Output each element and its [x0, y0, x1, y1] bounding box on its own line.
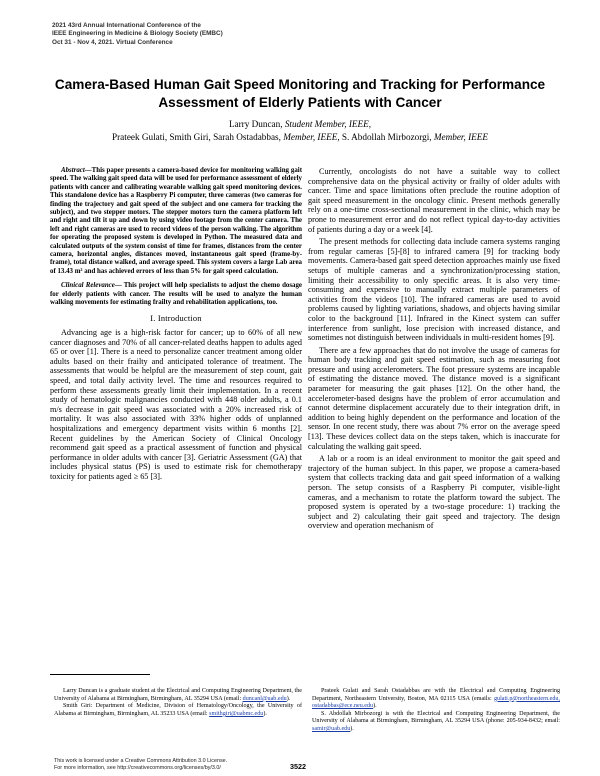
- conference-header: [52, 22, 223, 47]
- conference-line: Oct 31 - Nov 4, 2021. Virtual Conference: [52, 38, 173, 46]
- conference-line: 2021 43rd Annual International Conference of the: [52, 22, 201, 29]
- abstract-text: —This paper presents a camera-based device for monitoring walking gait speed. The walking gait speed data will be used for performance assessment of elderly patients with cancer and calibrating wearable walking gait speed monitoring devices. This standalone device has a Raspberry Pi computer, three cameras (two cameras for finding the trajectory and gait speed of the subject and one camera for tracking the subject), and two stepper motors. The stepper motors turn the camera platform left and right and tilt it up and down by using video footage from the center camera. The left and right cameras are used to record videos of the person walking. The algorithm for operating the proposed system is developed in Python. The measured data and calculated outputs of the system consist of time for frames, distances from the center camera, horizontal angles, distances moved, instantaneous gait speed (frame-by-frame), total distance walked, and average speed. This system covers a large Lab area of 13.43 m² and has achieved errors of less than 5% for gait speed calculation.: [50, 167, 302, 275]
- body-paragraph: The present methods for collecting data include camera systems ranging from regular cameras [5]-[8] to infrared camera [9] for tracking body movements. Camera-based gait speed detection approaches mainly use fixed setups of multiple cameras and a synchronization/processing station, limiting their accessibility to only specific areas. It is also very time-consuming and expensive to manually extract multiple parameters of activities from the videos [10]. The infrared cameras are used to avoid problems caused by lighting variations, shadows, and objects having similar color to the background [11]. Infrared in the Kinect system can suffer interference from sunlight, lose precision with increased distance, and sometimes not distinguish between individuals in multi-resident homes [9].: [308, 237, 560, 343]
- email-link[interactable]: samir@uab.edu: [312, 725, 351, 732]
- author-membership: Member, IEEE: [283, 132, 338, 142]
- author-names: , S. Abdollah Mirbozorgi,: [337, 132, 434, 142]
- footnote-text: ).: [373, 703, 377, 710]
- author-names: Prateek Gulati, Smith Giri, Sarah Ostadabbas,: [112, 132, 284, 142]
- right-column: [308, 167, 560, 531]
- conference-line: IEEE Engineering in Medicine & Biology Society (EMBC): [52, 30, 223, 38]
- author-footnote: [312, 688, 560, 711]
- footnotes-left: [54, 688, 302, 718]
- footnote-divider: [50, 674, 150, 675]
- author-footnote: [54, 703, 302, 718]
- email-link[interactable]: duncanl@uab.edu: [242, 695, 287, 702]
- body-paragraph: Advancing age is a high-risk factor for cancer; up to 60% of all new cancer diagnoses and 70% of all cancer-related deaths happen to adults aged 65 or over [1]. There is a need to personalize cancer treatment among older adults based on their frailty and anticipated tolerance of treatment. The assessments that would be helpful are the measurement of step count, gait speed, and total daily activity level. The time and resources required to perform these assessments greatly limit their implementation. In a recent study of hematologic malignancies conducted with 448 older adults, a 0.1 m/s decrease in gait speed was associated with a 20% increased risk of mortality. It was also associated with 33% higher odds of unplanned hospitalizations and emergency department visits within 6 months [2]. Recent guidelines by the American Society of Clinical Oncology recommend gait speed as a practical assessment of function and physical performance in older adults with cancer [3]. Geriatric Assessment (GA) that includes physical status (PS) is used to estimate risk for chemotherapy toxicity for patients aged ≥ 65 [3].: [50, 328, 302, 481]
- author-line-2: [40, 131, 560, 144]
- body-paragraph: There are a few approaches that do not involve the usage of cameras for human body tracking and gait speed estimation, such as measuring foot pressure and using accelerometers. The foot pressure systems are incapable of estimating the distance moved. The distance moved is a significant parameter for measuring the gait phases [12]. On the other hand, the accelerometer-based designs have the problem of error accumulation and cannot determine displacement accurately due to their integration drift, in addition to being highly dependent on the performance and location of the sensor. In one recent study, there was about 7% error on the average speed [13]. These devices collect data on the steps taken, which is inaccurate for calculating the walking gait speed.: [308, 345, 560, 451]
- footnote-text: ).: [286, 695, 291, 702]
- author-name: Larry Duncan,: [228, 119, 285, 129]
- license-line: For more information, see http://creativecommons.org/licenses/by/3.0/: [54, 764, 221, 771]
- email-link[interactable]: gulati.p@northeastern.edu, ostadabbas@ece.neu.edu: [312, 695, 560, 710]
- author-footnote: [54, 688, 302, 703]
- section-heading: I. Introduction: [150, 313, 202, 323]
- license-notice: [54, 758, 227, 772]
- author-line-1: [40, 118, 560, 131]
- author-membership: Member, IEEE: [433, 132, 488, 142]
- footnote-text: ).: [350, 725, 354, 732]
- footnote-text: Larry Duncan is a graduate student at the Electrical and Computing Engineering Department, the University of Alabama at Birmingham, Birmingham, AL 35294 USA (email:: [54, 688, 302, 702]
- footnote-text: ).: [263, 710, 267, 717]
- author-membership: Student Member, IEEE,: [284, 119, 372, 129]
- clinical-relevance-text: — This project will help specialists to adjust the chemo dosage for elderly patients with cancer. The results will be used to analyze the human walking movements for estimating frailty and rehabilitation applications, too.: [50, 282, 302, 307]
- left-column: [50, 167, 302, 482]
- email-link[interactable]: smithgiri@uabmc.edu: [209, 710, 264, 717]
- author-footnote: [312, 711, 560, 734]
- footnotes-right: [312, 688, 560, 734]
- paper-title: Camera-Based Human Gait Speed Monitoring and Tracking for Performance Assessment of Elderly Patients with Cancer: [54, 77, 546, 110]
- author-block: [40, 118, 560, 144]
- body-paragraph: Currently, oncologists do not have a suitable way to collect comprehensive data on the physical activity or frailty of older adults with cancer. Time and space limitations often preclude the routine adoption of gait speed measurement in the oncology clinic. Present methods generally rely on a one-time cross-sectional measurement in the clinic, which may be prone to measurement error and do not reflect typical day-to-day activities of patients during a day or a week [4].: [308, 167, 560, 234]
- abstract-label: Abstract: [61, 167, 85, 174]
- body-paragraph: A lab or a room is an ideal environment to monitor the gait speed and trajectory of the human subject. In this paper, we propose a camera-based system that collects tracking data and gait speed information of a walking person. The setup consists of a Raspberry Pi computer, visible-light cameras, and a mechanism to rotate the platform toward the subject. The proposed system is operated by a two-stage procedure: 1) tracking the subject and 2) calculating their gait speed and trajectory. The design overview and operation mechanism of: [308, 454, 560, 531]
- abstract: [50, 167, 302, 276]
- page-number: 3522: [290, 762, 306, 771]
- license-line: This work is licensed under a Creative Commons Attribution 3.0 License.: [54, 758, 228, 764]
- footnote-text: Prateek Gulati and Sarah Ostadabbas are with the Electrical and Computing Engineering Department, Northeastern University, Boston, MA 02115 USA (emails:: [312, 688, 560, 702]
- clinical-relevance: [50, 282, 302, 307]
- footnote-text: S. Abdollah Mirbozorgi is with the Electrical and Computing Engineering Department, the University of Alabama at Birmingham, Birmingham, AL 35294 USA (phone: 205-934-8432; email:: [312, 710, 560, 725]
- footnote-text: Smith Giri: Department of Medicine, Division of Hematology/Oncology, the University of Alabama at Birmingham, Birmingham, AL 35233 USA (email:: [54, 703, 302, 717]
- clinical-relevance-label: Clinical Relevance: [61, 282, 115, 290]
